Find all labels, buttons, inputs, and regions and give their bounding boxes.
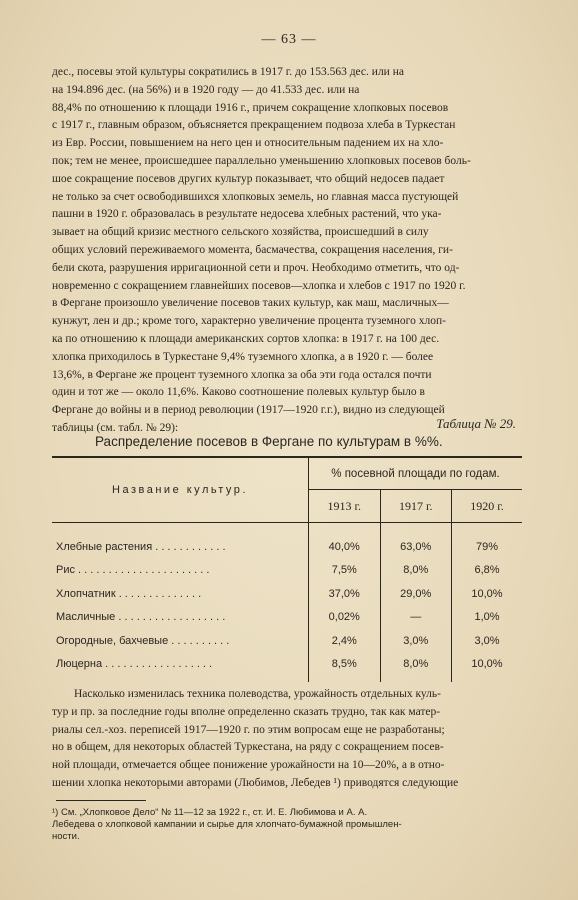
value-1913: 37,0% bbox=[309, 582, 381, 606]
text-line: шое сокращение посевов других культур показывает, что общий недосев падает bbox=[52, 172, 445, 185]
text-line: 13,6%, в Фергане же процент туземного хлопка за оба эти года остался почти bbox=[52, 368, 432, 381]
text-line: не только за счет освободившихся хлопковых земель, но главная масса пустующей bbox=[52, 190, 459, 203]
footnote-divider bbox=[56, 800, 146, 801]
crop-name: Хлебные растения bbox=[56, 540, 153, 553]
crop-distribution-table bbox=[52, 456, 522, 682]
value-1913: 0,02% bbox=[309, 606, 381, 630]
column-header-area-share: % посевной площади по годам. bbox=[309, 457, 523, 490]
crop-name: Хлопчатник bbox=[56, 587, 116, 600]
table-row bbox=[52, 582, 522, 606]
text-line: зывает на общий кризис местного сельского хозяйства, происшедший в силу bbox=[52, 226, 429, 239]
value-1913: 8,5% bbox=[309, 653, 381, 677]
text-line: дес., посевы этой культуры сократились в 1917 г. до 153.563 дес. или на bbox=[52, 66, 404, 78]
text-line: общих условий переживаемого момента, басмачества, сокращения населения, ги- bbox=[52, 243, 453, 256]
text-line: пок; тем не менее, происшедшее параллельно уменьшению хлопковых посевов боль- bbox=[52, 154, 471, 167]
text-line: тур и пр. за последние годы вполне определенно сказать трудно, так как матер- bbox=[52, 705, 441, 718]
text-line: Насколько изменилась техника полеводства, урожайность отдельных куль- bbox=[74, 688, 441, 700]
value-1920: 10,0% bbox=[452, 653, 523, 677]
table-row bbox=[52, 653, 522, 677]
column-header-crop-name: Название культур. bbox=[52, 457, 309, 523]
paragraph-1 bbox=[52, 64, 530, 438]
text-line: один и тот же — около 11,6%. Каково соотношение полевых культур было в bbox=[52, 386, 425, 399]
text-line: шении хлопка некоторыми авторами (Любимов, Лебедев ¹) приводятся следующие bbox=[52, 776, 459, 789]
value-1920: 6,8% bbox=[452, 559, 523, 583]
value-1913: 7,5% bbox=[309, 559, 381, 583]
text-line: пашни в 1920 г. образовалась в результате недосева хлебных растений, что ука- bbox=[52, 208, 442, 221]
footnote-line: ности. bbox=[52, 831, 80, 842]
text-line: ка по отношению к площади американских сортов хлопка: в 1917 г. на 100 дес. bbox=[52, 332, 440, 345]
text-line: кунжут, лен и др.; кроме того, характерно увеличение процента туземного хлоп- bbox=[52, 315, 446, 328]
text-line: Фергане до войны и в период революции (1917—1920 г.г.), видно из следующей bbox=[52, 404, 445, 417]
value-1920: 1,0% bbox=[452, 606, 523, 630]
table-caption: Таблица № 29. bbox=[436, 416, 516, 431]
table-title: Распределение посевов в Фергане по культурам в %%. bbox=[95, 434, 443, 449]
value-1913: 40,0% bbox=[309, 535, 381, 559]
table-row bbox=[52, 559, 522, 583]
text-line: хлопка приходилось в Туркестане 9,4% туземного хлопка, а в 1920 г. — более bbox=[52, 350, 434, 363]
text-line: 88,4% по отношению к площади 1916 г., причем сокращение хлопковых посевов bbox=[52, 101, 449, 114]
leader-dots: . . . . . . . . . . . . . . bbox=[115, 587, 202, 600]
text-line: ной площади, отмечается общее понижение урожайности на 10—20%, а в отно- bbox=[52, 759, 445, 772]
leader-dots: . . . . . . . . . . . . . . . . . . . . . . bbox=[74, 564, 210, 577]
footnote-line: Лебедева о хлопковой кампании и сырье для хлопчато-бумажной промышлен- bbox=[52, 819, 402, 830]
value-1917: 63,0% bbox=[380, 535, 452, 559]
text-line: из Евр. России, повышением на него цен и относительным падением их на хло- bbox=[52, 137, 444, 150]
crop-name: Масличные bbox=[56, 611, 116, 624]
value-1920: 3,0% bbox=[452, 629, 523, 653]
column-header-year: 1913 г. bbox=[309, 490, 381, 523]
crop-name: Рис bbox=[56, 564, 75, 577]
value-1917: 29,0% bbox=[380, 582, 452, 606]
table-row bbox=[52, 629, 522, 653]
table-row bbox=[52, 606, 522, 630]
leader-dots: . . . . . . . . . . bbox=[168, 634, 230, 647]
page-number: — 63 — bbox=[261, 32, 317, 47]
text-line: но в общем, для некоторых областей Туркестана, на ряду с сокращением посев- bbox=[52, 741, 444, 754]
text-line: в Фергане произошло увеличение посевов таких культур, как маш, масличных— bbox=[52, 297, 449, 310]
text-line: таблицы (см. табл. № 29): bbox=[52, 421, 179, 434]
value-1917: 8,0% bbox=[380, 559, 452, 583]
footnote bbox=[52, 807, 528, 843]
value-1917: 3,0% bbox=[380, 629, 452, 653]
value-1917: — bbox=[380, 606, 452, 630]
leader-dots: . . . . . . . . . . . . bbox=[152, 540, 226, 553]
text-line: новременно с сокращением главнейших посевов—хлопка и хлебов с 1917 по 1920 г. bbox=[52, 279, 466, 292]
paragraph-2 bbox=[52, 686, 530, 793]
text-line: с 1917 г., главным образом, объясняется прекращением подвоза хлеба в Туркестан bbox=[52, 119, 456, 132]
leader-dots: . . . . . . . . . . . . . . . . . . bbox=[102, 658, 213, 671]
text-line: на 194.896 дес. (на 56%) и в 1920 году — до 41.533 дес. или на bbox=[52, 83, 360, 96]
leader-dots: . . . . . . . . . . . . . . . . . . bbox=[115, 611, 226, 624]
column-header-year: 1920 г. bbox=[452, 490, 523, 523]
value-1913: 2,4% bbox=[309, 629, 381, 653]
column-header-year: 1917 г. bbox=[380, 490, 452, 523]
footnote-line: ¹) См. „Хлопковое Дело“ № 11—12 за 1922 г., ст. И. Е. Любимова и А. А. bbox=[52, 807, 368, 818]
value-1920: 10,0% bbox=[452, 582, 523, 606]
crop-name: Люцерна bbox=[56, 658, 103, 671]
crop-name: Огородные, бахчевые bbox=[56, 634, 169, 647]
value-1920: 79% bbox=[452, 535, 523, 559]
text-line: риалы сел.-хоз. переписей 1917—1920 г. по этим вопросам еще не разработаны; bbox=[52, 723, 445, 736]
text-line: бели скота, разрушения ирригационной сети и проч. Необходимо отметить, что од- bbox=[52, 261, 460, 274]
table-row bbox=[52, 535, 522, 559]
value-1917: 8,0% bbox=[380, 653, 452, 677]
